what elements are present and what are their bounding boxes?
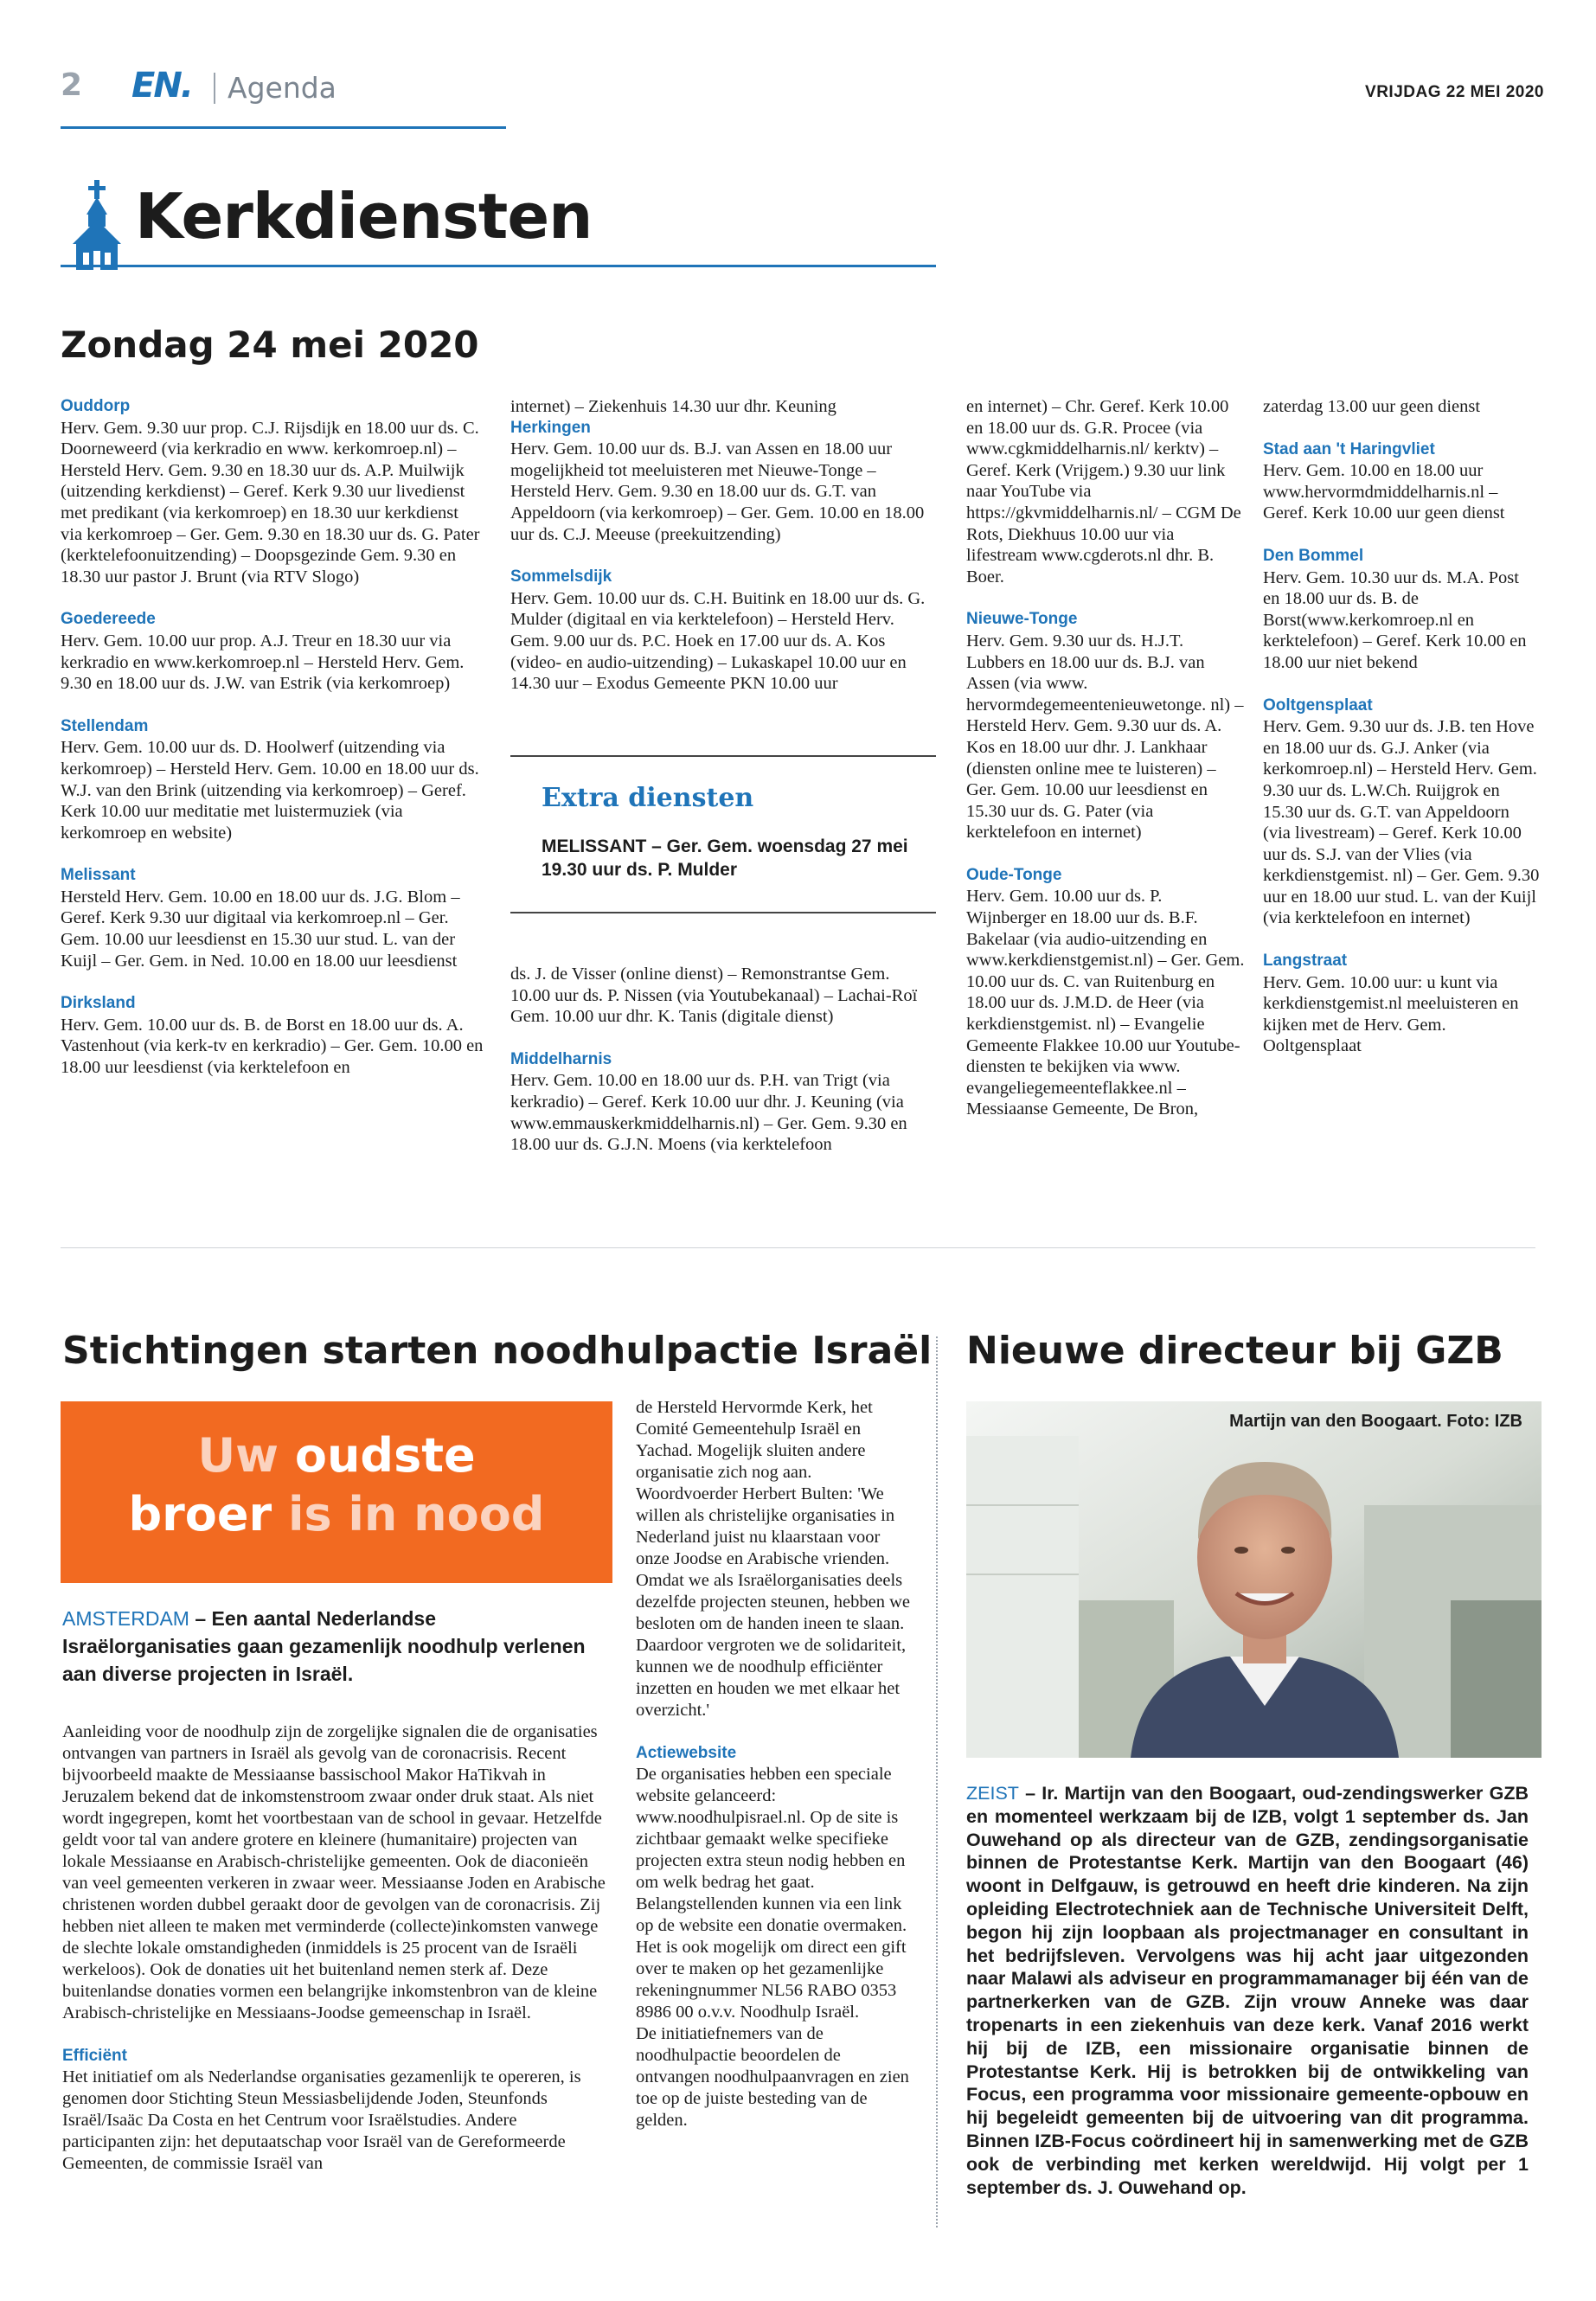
place-services: Herv. Gem. 10.00 uur prop. A.J. Treur en 18.30 uur via kerkradio en www.kerkomroep.nl – Hersteld Herv. Gem. 9.30 en 18.00 uur ds. J.W. van Estrik (via kerkomroep) (61, 631, 465, 694)
dateline: AMSTERDAM (62, 1607, 189, 1630)
place-name: Herkingen (510, 418, 591, 437)
banner-text-highlight: oudste (294, 1428, 476, 1483)
place-name: Stellendam (61, 716, 149, 735)
campaign-banner (61, 1401, 612, 1583)
place-name: Nieuwe-Tonge (966, 610, 1078, 629)
place-services: Herv. Gem. 10.00 uur ds. P. Wijnberger en 18.00 uur ds. B.F. Bakelaar (via audio-uitzending en www.kerkdienstgemist.nl) – Ger. Gem. 10.00 uur ds. C. van Ruitenburg en 18.00 uur ds. J.M.D. de Heer (via kerkdienstgemist. nl) – Evangelie Gemeente Flakkee 10.00 uur Youtube-diensten te bekijken via www. evangeliegemeenteflakkee.nl – Messiaanse Gemeente, De Bron, (966, 887, 1245, 1119)
place-services: Herv. Gem. 9.30 uur ds. H.J.T. Lubbers en 18.00 uur ds. B.J. van Assen (via www. hervormdegemeentenieuwetonge. nl) – Hersteld Herv. Gem. 9.30 uur ds. A. Kos en 18.00 uur dhr. J. Lankhaar (diensten online mee te luisteren) – Ger. Gem. 10.00 uur leesdienst en 15.30 uur ds. G. Pater (via kerktelefoon en internet) (966, 631, 1244, 843)
article-headline: Nieuwe directeur bij GZB (966, 1329, 1503, 1373)
dateline: ZEIST (966, 1783, 1019, 1804)
subheading: Actiewebsite (636, 1744, 737, 1762)
article-headline: Stichtingen starten noodhulpactie Israël (62, 1329, 933, 1373)
place-services: Herv. Gem. 9.30 uur prop. C.J. Rijsdijk en 18.00 uur ds. C. Doorneweerd (via kerkradio en www. kerkomroep.nl) – Hersteld Herv. Gem. 9.30 en 18.30 uur ds. A.P. Muilwijk (uitzending kerkdienst) – Geref. Kerk 9.30 uur livedienst met predikant (via kerkomroep) en 18.30 uur kerkdienst via kerkomroep – Ger. Gem. 9.30 en 18.30 uur ds. G. Pater (kerktelefoonuitzending) – Doopsgezinde Gem. 9.30 en 18.30 uur pastor J. Brunt (via RTV Slogo) (61, 418, 480, 586)
page-title: Kerkdiensten (135, 180, 593, 253)
banner-text: is in nood (272, 1487, 545, 1541)
place-services: Herv. Gem. 10.00 uur ds. B.J. van Assen en 18.00 uur mogelijkheid tot meeluisteren met Nieuwe-Tonge – Hersteld Herv. Gem. 9.30 en 18.00 uur ds. G.T. van Appeldoorn (via kerkomroep) – Ger. Gem. 10.00 en 18.00 uur ds. C.J. Meeuse (preekuitzending) (510, 439, 925, 544)
continued-text: zaterdag 13.00 uur geen dienst (1263, 397, 1481, 416)
place-services: Herv. Gem. 10.00 en 18.00 uur www.hervormdmiddelharnis.nl – Geref. Kerk 10.00 uur geen dienst (1263, 461, 1505, 523)
continued-text: internet) – Ziekenhuis 14.30 uur dhr. Keuning (510, 397, 836, 416)
paragraph: de Hersteld Hervormde Kerk, het Comité Gemeentehulp Israël en Yachad. Mogelijk sluiten andere organisatie zich nog aan. Woordvoerder Herbert Bulten: 'We willen als christelijke organisaties in Nederland juist nu klaarstaan voor onze Joodse en Arabische vrienden. Omdat we als Israëlorganisaties deels dezelfde projecten steunen, hebben we besloten om de handen ineen te slaan. Daardoor vergroten we de solidariteit, kunnen we de noodhulp efficiënter inzetten en houden we met elkaar het overzicht.' (636, 1398, 911, 1720)
banner-line-1 (61, 1429, 612, 1483)
column-divider (936, 1336, 938, 2227)
paragraph: De organisaties hebben een speciale website gelanceerd: www.noodhulpisrael.nl. Op de site is zichtbaar gemaakt welke specifieke projecten extra steun nodig hebben en om welk bedrag het gaat. Belangstellenden kunnen via een link op de website een donatie overmaken. Het is ook mogelijk om direct een gift over te maken op het gezamenlijke rekeningnummer NL56 RABO 0353 8986 00 o.v.v. Noodhulp Israël. (636, 1765, 907, 2022)
extra-services-title: Extra diensten (542, 783, 754, 813)
continued-text: en internet) – Chr. Geref. Kerk 10.00 en 18.00 uur ds. G.R. Procee (via www.cgkmiddelharnis.nl/ kerktv) – Geref. Kerk (Vrijgem.) 9.30 uur link naar YouTube via https://gkvmiddelharnis.nl/ – CGM De Rots, Diekhuus 10.00 uur via lifestream www.cgderots.nl dhr. B. Boer. (966, 397, 1241, 586)
place-name: Oude-Tonge (966, 865, 1062, 884)
services-column-1 (61, 396, 484, 1079)
place-name: Middelharnis (510, 1049, 612, 1068)
banner-line-2 (61, 1488, 612, 1541)
place-name: Langstraat (1263, 952, 1348, 971)
place-services: Herv. Gem. 10.00 uur ds. C.H. Buitink en 18.00 uur ds. G. Mulder (digitaal en via kerktelefoon) – Hersteld Herv. Gem. 9.00 uur ds. P.C. Hoek en 17.00 uur ds. A. Kos (video- en audio-uitzending) – Lukaskapel 10.00 uur en 14.30 uur – Exodus Gemeente PKN 10.00 uur (510, 588, 926, 694)
paragraph: Het initiatief om als Nederlandse organisaties gezamenlijk te opereren, is genomen door Stichting Steun Messiasbelijdende Joden, Steunfonds Israël/Isaäc Da Costa en het Centrum voor Israëlstudies. Andere participanten zijn: het deputaatschap voor Israël van de Gereformeerde Gemeenten, de commissie Israël van (62, 2067, 581, 2173)
place-name: Den Bommel (1263, 546, 1364, 565)
services-column-3 (966, 396, 1245, 1120)
section-name: Agenda (228, 71, 337, 105)
place-services: Herv. Gem. 10.00 uur ds. B. de Borst en 18.00 uur ds. A. Vastenhout (via kerk-tv en kerkradio) – Ger. Gem. 10.00 en 18.00 uur leesdienst (via kerktelefoon en (61, 1015, 484, 1078)
place-name: Goedereede (61, 610, 156, 629)
service-date-heading: Zondag 24 mei 2020 (61, 324, 479, 366)
header-divider (214, 73, 215, 104)
page-number: 2 (61, 67, 83, 103)
place-name: Ouddorp (61, 397, 131, 415)
place-services: Herv. Gem. 10.00 uur ds. D. Hoolwerf (uitzending via kerkomroep) – Hersteld Herv. Gem. 10.00 en 18.00 uur ds. W.J. van den Brink (uitzending via kerkomroep) – Geref. Kerk 10.00 uur meditatie met luistermuziek (via kerkomroep en website) (61, 738, 479, 843)
issue-date: VRIJDAG 22 MEI 2020 (1365, 83, 1544, 101)
portrait-illustration (966, 1401, 1542, 1758)
section-divider (61, 1247, 1535, 1248)
services-column-4 (1263, 396, 1540, 1057)
services-column-2-top (510, 396, 926, 695)
place-services: Herv. Gem. 10.30 uur ds. M.A. Post en 18.00 uur ds. B. de Borst(www.kerkomroep.nl en kerktelefoon) – Geref. Kerk 10.00 en 18.00 uur niet bekend (1263, 567, 1527, 672)
article-lead (62, 1605, 599, 1688)
body-text: – Ir. Martijn van den Boogaart, oud-zendingswerker GZB en momenteel werkzaam bij de IZB, volgt 1 september ds. Jan Ouwehand op als directeur van de GZB, zendingsorganisatie binnen de Protestantse Kerk. Martijn van den Boogaart (46) woont in Delfgauw, is getrouwd en heeft drie kinderen. Na zijn opleiding Electrotechniek aan de Technische Universiteit Delft, begon hij zijn loopbaan als projectmanager en consultant in het bedrijfsleven. Vervolgens was hij acht jaar uitgezonden naar Malawi als adviseur en programmamanager bij één van de partnerkerken van de GZB. Zijn vrouw Anneke was daar tropenarts in een ziekenhuis van deze kerk. Vanaf 2016 werkt hij bij de IZB, een missionaire organisatie binnen de Protestantse Kerk. Hij is betrokken bij de ontwikkeling van Focus, een programma voor missionaire gemeente-opbouw en hij begeleidt gemeenten bij de uitvoering van dit programma. Binnen IZB-Focus coördineert hij in samenwerking met de GZB ook de verbinding met kerken wereldwijd. Hij volgt per 1 september ds. J. Ouwehand op. (966, 1783, 1529, 2198)
place-name: Stad aan 't Haringvliet (1263, 439, 1435, 458)
extra-box-top-rule (510, 755, 936, 757)
photo-caption: Martijn van den Boogaart. Foto: IZB (1229, 1412, 1522, 1431)
title-rule (61, 265, 936, 267)
header-rule (61, 126, 506, 129)
paragraph: Aanleiding voor de noodhulp zijn de zorgelijke signalen die de organisaties ontvangen van partners in Israël als gevolg van de coronacrisis. Recent bijvoorbeeld maakte de Messiaanse bassischool Makor HaTikvah in Jeruzalem bekend dat de inkomstenstroom zwaar onder druk staat. Als niet wordt ingegrepen, komt het voortbestaan van de school in gevaar. Hetzelfde geldt voor tal van andere grotere en kleinere (humanitaire) projecten van lokale Messiaanse en Arabisch-christelijke gemeenten. Ook de diaconieën van veel gemeenten verkeren in zwaar weer. Messiaanse Joden en Arabische christenen worden dubbel geraakt door de gevolgen van de coronacrisis. Zij hebben niet alleen te maken met verminderde (collecte)inkomsten vanwege de slechte lokale omstandigheden (inmiddels is 25 procent van de Israëli werkeloos). Ook de donaties uit het buitenland nemen sterk af. Deze buitenlandse donaties vormen een belangrijke inkomstenbron van de kleine Arabisch-christelijke en Messiaans-Joodse gemeenschap in Israël. (62, 1722, 606, 2022)
portrait-photo (966, 1401, 1542, 1758)
extra-box-bottom-rule (510, 912, 936, 913)
subheading: Efficiënt (62, 2047, 127, 2065)
article-body-column-2 (636, 1397, 917, 2131)
continued-text: ds. J. de Visser (online dienst) – Remonstrantse Gem. 10.00 uur ds. P. Nissen (via Youtubekanaal) – Lachai-Roï Gem. 10.00 uur dhr. K. Tanis (digitale dienst) (510, 965, 918, 1027)
banner-text-highlight: broer (128, 1487, 272, 1541)
services-column-2-bottom (510, 964, 926, 1156)
extra-services-text: MELISSANT – Ger. Gem. woensdag 27 mei 19.30 uur ds. P. Mulder (542, 836, 908, 880)
place-name: Sommelsdijk (510, 567, 612, 586)
banner-text: Uw (197, 1428, 295, 1483)
place-name: Dirksland (61, 994, 136, 1013)
place-services: Hersteld Herv. Gem. 10.00 en 18.00 uur ds. J.G. Blom – Geref. Kerk 9.30 uur digitaal via kerkomroep.nl – Ger. Gem. 10.00 uur leesdienst en 15.30 uur stud. L. van der Kuijl – Ger. Gem. in Ned. 10.00 en 18.00 uur leesdienst (61, 887, 460, 971)
newspaper-logo: EN. (131, 66, 192, 106)
article-body (62, 1721, 607, 2175)
article-body (966, 1782, 1529, 2199)
place-name: Melissant (61, 866, 136, 885)
lead-text: – Een aantal Nederlandse Israëlorganisaties gaan gezamenlijk noodhulp verlenen aan diverse projecten in Israël. (62, 1607, 586, 1685)
church-icon (71, 180, 123, 270)
paragraph: De initiatiefnemers van de noodhulpactie beoordelen de ontvangen noodhulpaanvragen en zien toe op de juiste besteding van de gelden. (636, 2024, 909, 2130)
place-name: Ooltgensplaat (1263, 695, 1373, 715)
place-services: Herv. Gem. 10.00 en 18.00 uur ds. P.H. van Trigt (via kerkradio) – Geref. Kerk 10.00 uur dhr. J. Keuning (via www.emmauskerkmiddelharnis.nl) – Ger. Gem. 9.30 en 18.00 uur ds. G.J.N. Moens (via kerktelefoon (510, 1071, 907, 1155)
place-services: Herv. Gem. 10.00 uur: u kunt via kerkdienstgemist.nl meeluisteren en kijken met de Herv. Gem. Ooltgensplaat (1263, 972, 1519, 1056)
place-services: Herv. Gem. 9.30 uur ds. J.B. ten Hove en 18.00 uur ds. G.J. Anker (via kerkomroep.nl) – Hersteld Herv. Gem. 9.30 uur ds. L.W.Ch. Ruijgrok en 15.30 uur ds. G.T. van Appeldoorn (via livestream) – Geref. Kerk 10.00 uur ds. S.J. van der Vlies (via kerkdienstgemist. nl) – Ger. Gem. 9.30 uur en 18.00 uur stud. L. van der Kuijl (via kerktelefoon en internet) (1263, 717, 1540, 928)
